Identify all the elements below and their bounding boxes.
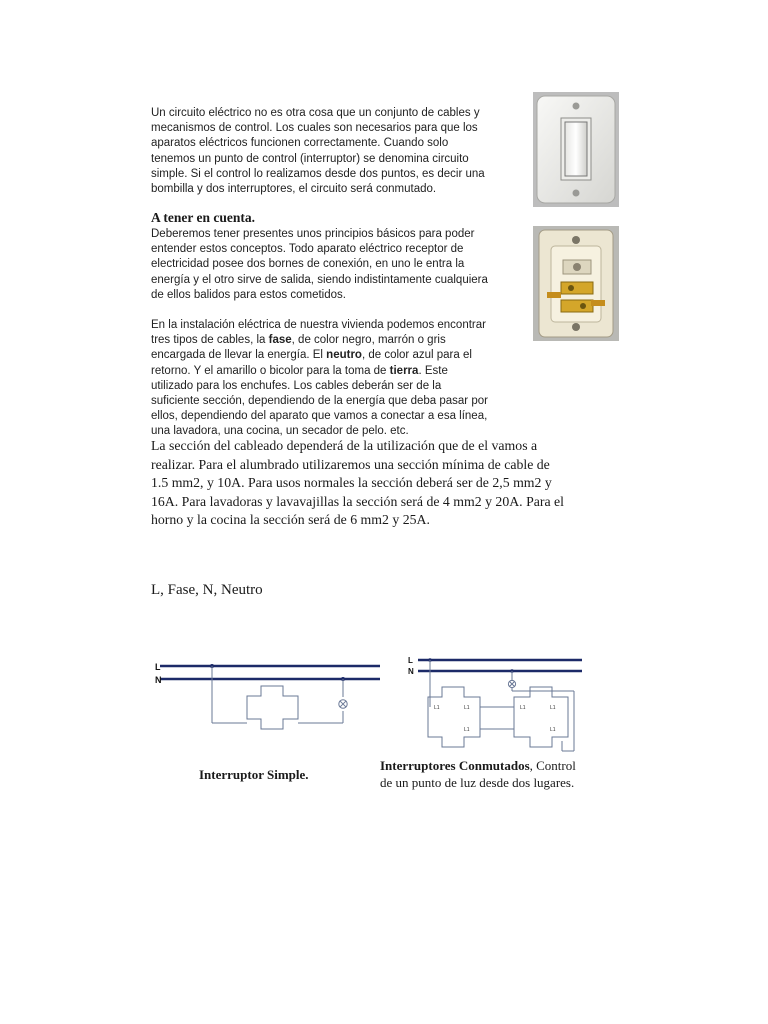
intro-line: tenemos un punto de control (interruptor) se denomina circuito	[151, 152, 469, 165]
switch-back-photo	[533, 226, 619, 341]
terminal-label: L1	[434, 705, 440, 711]
term-tierra: tierra	[389, 364, 419, 377]
legend-text: L, Fase, N, Neutro	[151, 582, 263, 598]
cables-line	[151, 348, 536, 363]
cables-line: ellos, dependiendo del aparato que vamos a conectar a esa línea,	[151, 410, 488, 423]
text-run: retorno. Y el amarillo o bicolor para la toma de	[151, 364, 390, 377]
section-heading: A tener en cuenta.	[151, 210, 255, 225]
caption-bold: Interruptores Conmutados	[380, 758, 530, 773]
switch-symbol-1	[428, 687, 480, 747]
section-line: La sección del cableado dependerá de la utilización que de el vamos a	[151, 438, 538, 453]
terminal-label: L1	[464, 727, 470, 733]
cables-paragraph	[151, 318, 536, 440]
terminal-label: L1	[550, 727, 556, 733]
intro-line: Un circuito eléctrico no es otra cosa que un conjunto de cables y	[151, 107, 480, 119]
section-line: 1.5 mm2, y 10A. Para usos normales la sección deberá ser de 2,5 mm2 y	[151, 475, 552, 490]
basics-line: energía y el otro sirve de salida, siendo indistintamente cualquiera	[151, 273, 488, 286]
text-run: encargada de llevar la energía. El	[151, 349, 327, 362]
cables-line: En la instalación eléctrica de nuestra vivienda podemos encontrar	[151, 319, 486, 331]
switch-symbol	[247, 686, 298, 729]
text-run: , Control	[529, 758, 576, 773]
term-fase: fase	[268, 334, 292, 347]
section-line: horno y la cocina la sección será de 6 mm2 y 25A.	[151, 512, 430, 527]
line-n-label: N	[155, 675, 162, 685]
terminal-label: L1	[464, 705, 470, 711]
intro-line: mecanismos de control. Los cuales son necesarios para que los	[151, 122, 478, 135]
caption-line	[380, 757, 640, 774]
two-way-switch-caption	[380, 757, 640, 791]
basics-line: de ellos balidos para estos cometidos.	[151, 288, 346, 301]
intro-paragraph	[151, 106, 526, 197]
text-run: tres tipos de cables, la	[151, 334, 269, 347]
section-line: 16A. Para lavadoras y lavavajillas la sección será de 4 mm2 y 20A. Para el	[151, 493, 565, 509]
two-way-switch-diagram	[404, 651, 588, 755]
terminal-label: L1	[520, 705, 526, 711]
text-run: , de color negro, marrón o gris	[291, 334, 446, 347]
intro-line: simple. Si el control lo realizamos desde dos puntos, es decir una	[151, 167, 485, 180]
cables-line	[151, 333, 536, 348]
switch-front-photo	[533, 92, 619, 207]
line-l-label: L	[155, 662, 161, 672]
switch-symbol-2	[514, 687, 568, 747]
simple-switch-diagram	[150, 655, 382, 735]
intro-line: aparatos eléctricos funcionen correctamente. Cuando solo	[151, 137, 449, 150]
basics-line: electricidad posee dos bornes de conexión, en uno le entra la	[151, 258, 465, 271]
basics-line: entender estos conceptos. Todo aparato eléctrico receptor de	[151, 243, 464, 256]
line-l-label: L	[408, 656, 413, 665]
text-run: . Este	[418, 364, 448, 377]
basics-paragraph	[151, 227, 531, 303]
section-paragraph	[151, 437, 631, 530]
intro-line: bombilla y dos interruptores, el circuito será conmutado.	[151, 183, 437, 196]
cables-line: una lavadora, una cocina, un secador de pelo. etc.	[151, 425, 409, 438]
term-neutro: neutro	[326, 349, 362, 362]
simple-switch-caption: Interruptor Simple.	[199, 767, 309, 782]
terminal-label: L1	[550, 705, 556, 711]
caption-line: de un punto de luz desde dos lugares.	[380, 775, 575, 790]
cables-line	[151, 364, 536, 379]
section-line: realizar. Para el alumbrado utilizaremos una sección mínima de cable de	[151, 456, 550, 472]
basics-line: Deberemos tener presentes unos principios básicos para poder	[151, 228, 475, 240]
text-run: , de color azul para el	[361, 349, 472, 362]
cables-line: utilizado para los enchufes. Los cables deberán ser de la	[151, 379, 442, 392]
cables-line: suficiente sección, dependiendo de la energía que deba pasar por	[151, 395, 488, 408]
line-n-label: N	[408, 667, 414, 676]
